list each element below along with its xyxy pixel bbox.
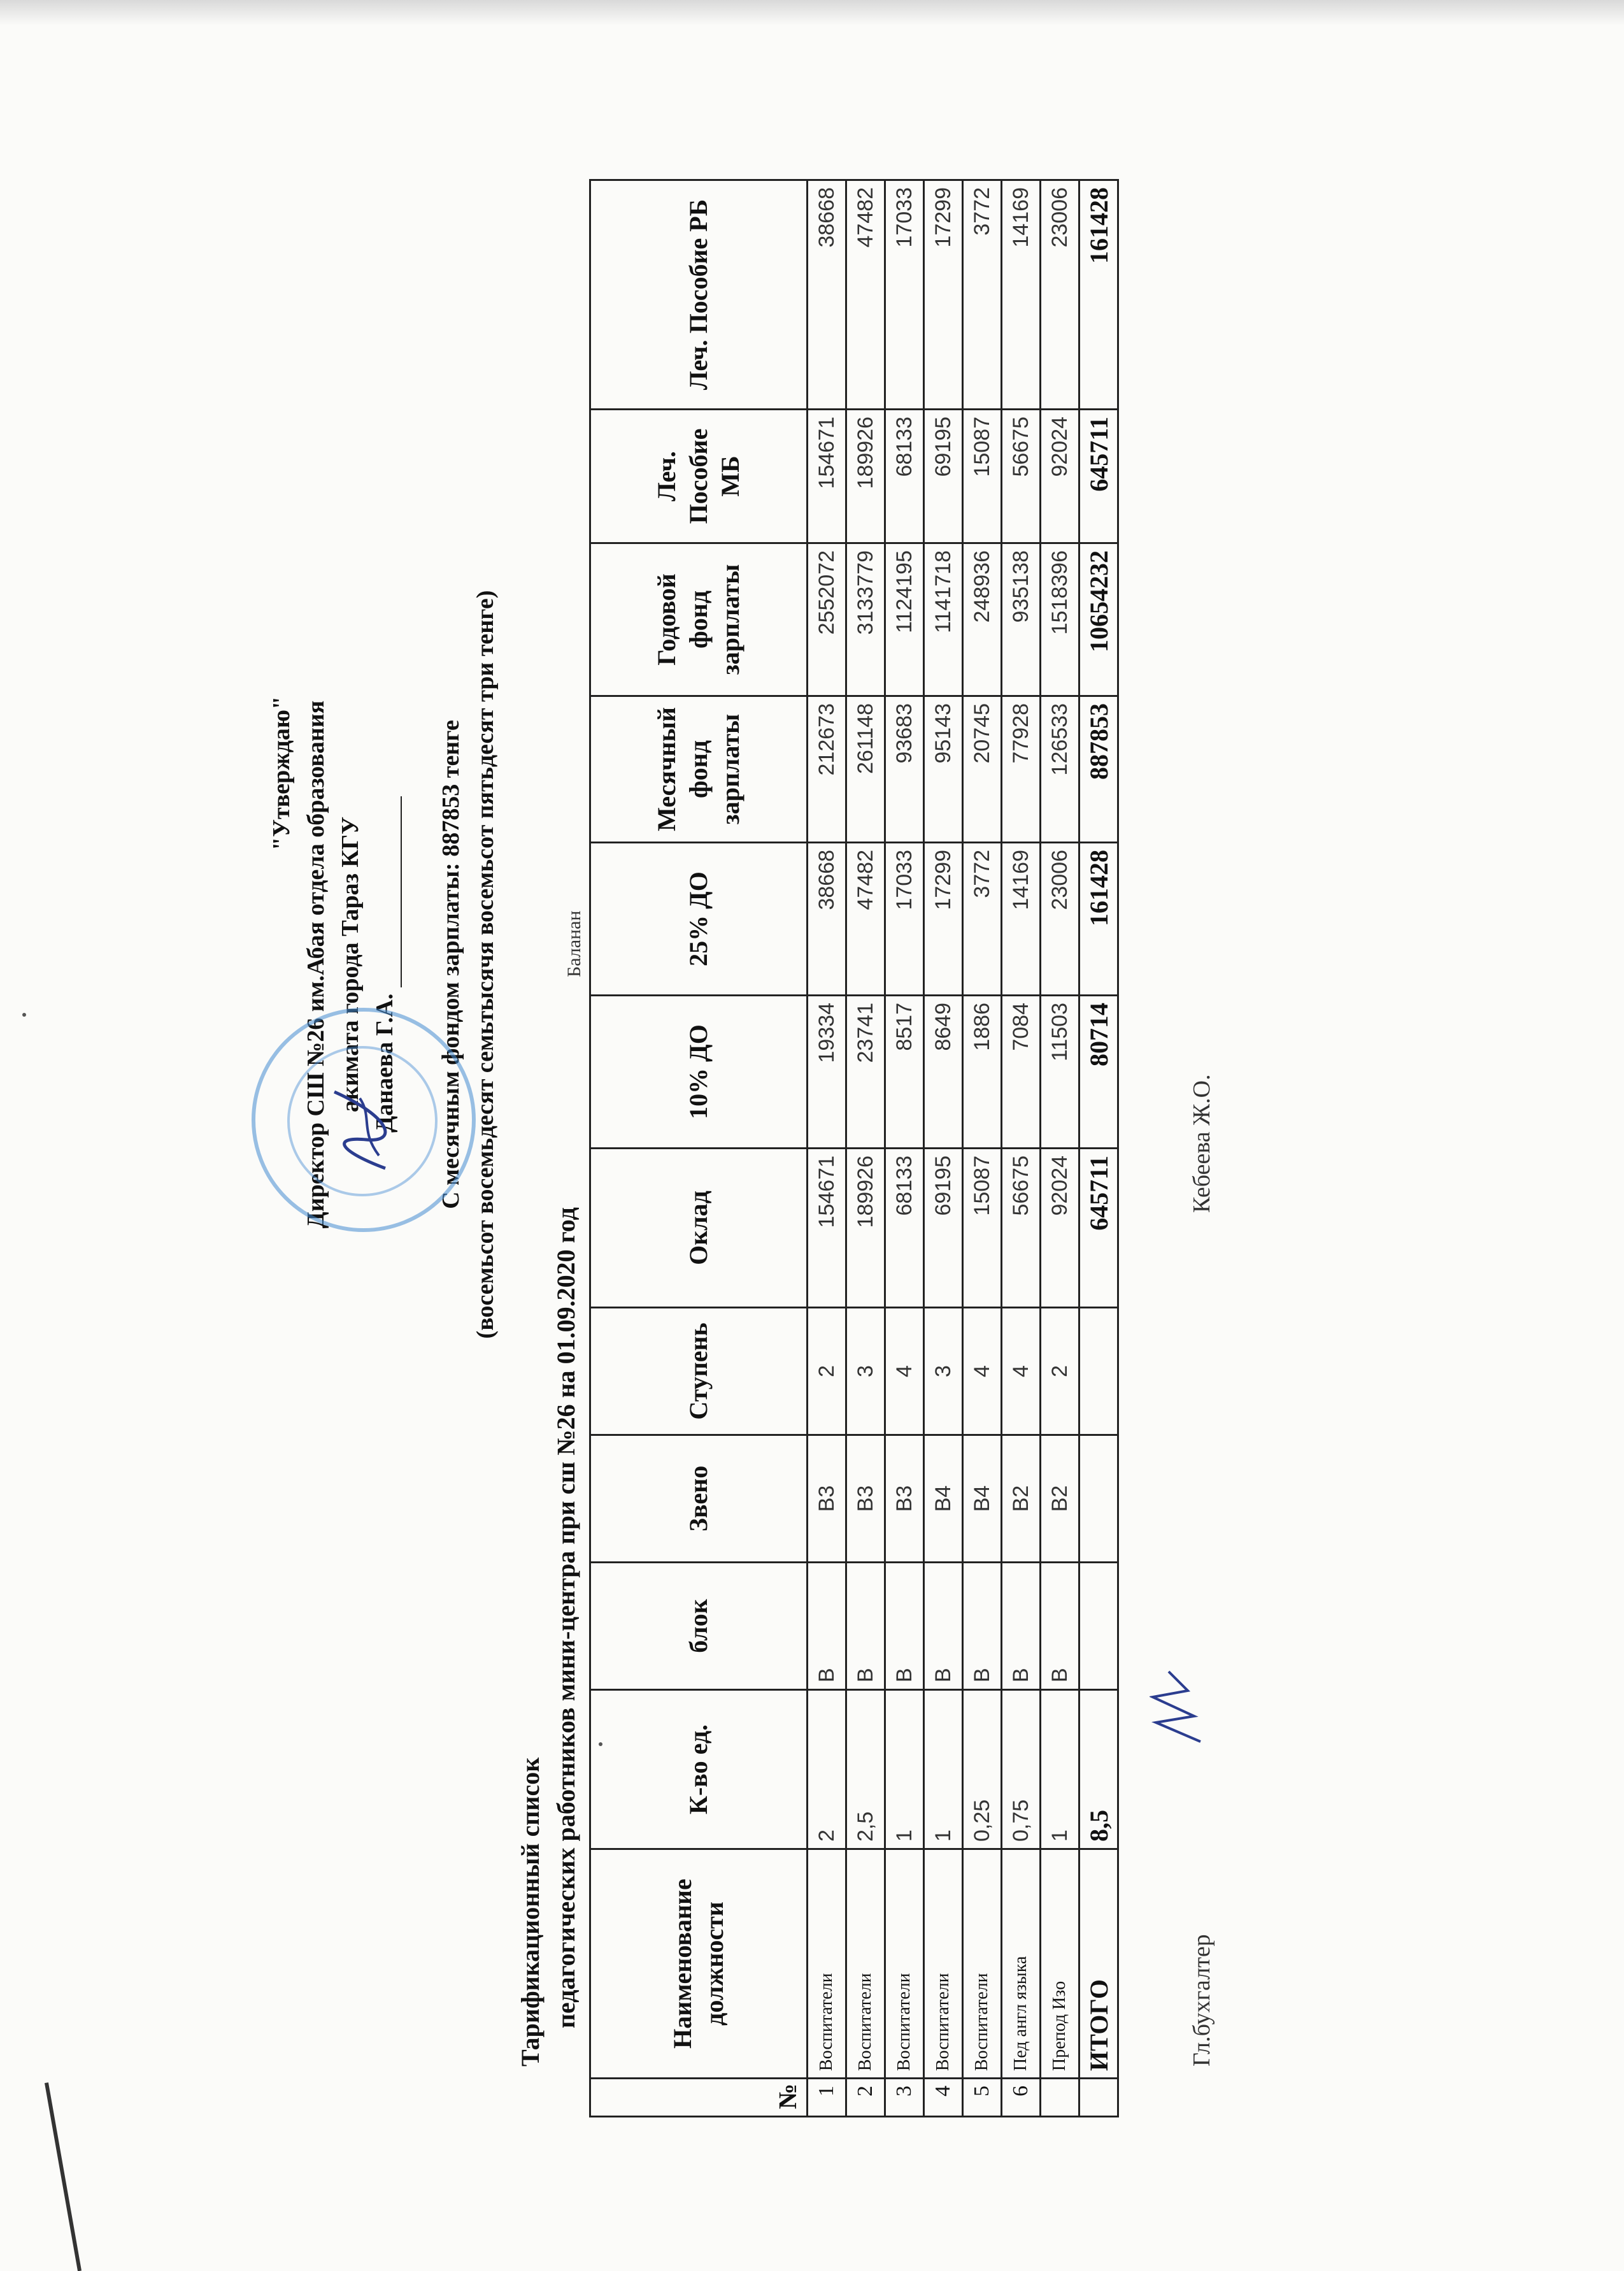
cell-med-mb: 15087 [963, 410, 1002, 543]
table-row [885, 180, 924, 2117]
cell-units: 2 [808, 1690, 846, 1849]
cell-bonus10: 11503 [1041, 996, 1079, 1149]
document-caption [513, 1207, 584, 2067]
approval-line-2: Директор СШ №26 им.Абая отдела образования [303, 700, 329, 1229]
cell-bonus10: 8649 [924, 996, 963, 1149]
cell-annual: 248936 [963, 543, 1002, 696]
cell-units: 1 [885, 1690, 924, 1849]
header-position: Наименование должности [590, 1849, 808, 2079]
margin-note: Баланан [564, 910, 585, 977]
signature-line [401, 796, 402, 987]
cell-link: В3 [885, 1435, 924, 1563]
table-row [963, 180, 1002, 2117]
cell-monthly: 212673 [808, 696, 846, 843]
cell-salary: 69195 [924, 1149, 963, 1308]
cell-bonus25: 14169 [1002, 843, 1041, 996]
cell-block: В [846, 1563, 885, 1690]
tariff-table [589, 179, 1119, 2117]
table-row [924, 180, 963, 2117]
cell-med-rb: 14169 [1002, 180, 1041, 410]
cell-med-mb: 56675 [1002, 410, 1041, 543]
cell-num: 5 [963, 2079, 1002, 2117]
total-monthly: 887853 [1079, 696, 1118, 843]
cell-med-rb: 3772 [963, 180, 1002, 410]
cell-step: 3 [846, 1308, 885, 1435]
rotated-document [245, 155, 1251, 2143]
cell-bonus25: 17299 [924, 843, 963, 996]
cell-monthly: 93683 [885, 696, 924, 843]
cell-block: В [808, 1563, 846, 1690]
cell-med-mb: 154671 [808, 410, 846, 543]
cell-salary: 56675 [1002, 1149, 1041, 1308]
cell-annual: 1124195 [885, 543, 924, 696]
cell-bonus10: 8517 [885, 996, 924, 1149]
cell-position: Пед англ языка [1002, 1849, 1041, 2079]
cell-units: 0,75 [1002, 1690, 1041, 1849]
total-units: 8,5 [1079, 1690, 1118, 1849]
header-med-rb: Леч. Пособие РБ [590, 180, 808, 410]
cell-step: 2 [1041, 1308, 1079, 1435]
total-med-rb: 161428 [1079, 180, 1118, 410]
header-link: Звено [590, 1435, 808, 1563]
cell-med-mb: 69195 [924, 410, 963, 543]
total-label: ИТОГО [1079, 1849, 1118, 2079]
header-monthly: Месячный фонд зарплаты [590, 696, 808, 843]
cell-monthly: 95143 [924, 696, 963, 843]
table-row [1041, 180, 1079, 2117]
approval-line-5: С месячным фондом зарплаты: 887853 тенге [438, 720, 464, 1209]
director-signature [322, 1085, 398, 1175]
cell-units: 1 [924, 1690, 963, 1849]
header-num: № [590, 2079, 808, 2117]
cell-link: В2 [1041, 1435, 1079, 1563]
cell-block: В [885, 1563, 924, 1690]
cell-step: 4 [885, 1308, 924, 1435]
cell-monthly: 261148 [846, 696, 885, 843]
cell-med-mb: 68133 [885, 410, 924, 543]
cell-med-rb: 17033 [885, 180, 924, 410]
cell-med-rb: 47482 [846, 180, 885, 410]
total-num [1079, 2079, 1118, 2117]
total-bonus25: 161428 [1079, 843, 1118, 996]
cell-annual: 1518396 [1041, 543, 1079, 696]
cell-step: 3 [924, 1308, 963, 1435]
accountant-role: Гл.бухгалтер [1188, 1934, 1215, 2067]
cell-monthly: 126533 [1041, 696, 1079, 843]
cell-med-rb: 17299 [924, 180, 963, 410]
cell-bonus10: 1886 [963, 996, 1002, 1149]
cell-position: Воспитатели [963, 1849, 1002, 2079]
cell-med-mb: 189926 [846, 410, 885, 543]
cell-link: В3 [846, 1435, 885, 1563]
table-total-row [1079, 180, 1118, 2117]
header-bonus10: 10% ДО [590, 996, 808, 1149]
accountant-name: Кебеева Ж.О. [1188, 1074, 1215, 1213]
approval-block [264, 423, 502, 1506]
cell-annual: 935138 [1002, 543, 1041, 696]
cell-salary: 189926 [846, 1149, 885, 1308]
cell-bonus25: 23006 [1041, 843, 1079, 996]
total-step [1079, 1308, 1118, 1435]
cell-num: 1 [808, 2079, 846, 2117]
cell-bonus10: 23741 [846, 996, 885, 1149]
cell-annual: 2552072 [808, 543, 846, 696]
header-step: Ступень [590, 1308, 808, 1435]
total-bonus10: 80714 [1079, 996, 1118, 1149]
table-header-row [590, 180, 808, 2117]
scan-artifact-line [45, 2082, 82, 2271]
cell-med-mb: 92024 [1041, 410, 1079, 543]
total-block [1079, 1563, 1118, 1690]
approval-line-6: (восемьсот восемьдесят семьтысячя восемьсот пятьдесят три тенге) [472, 590, 499, 1339]
cell-step: 4 [1002, 1308, 1041, 1435]
cell-num: 2 [846, 2079, 885, 2117]
cell-position: Воспитатели [846, 1849, 885, 2079]
cell-position: Воспитатели [924, 1849, 963, 2079]
cell-bonus25: 38668 [808, 843, 846, 996]
director-name: Данаева Г.А. [371, 993, 398, 1133]
total-annual: 10654232 [1079, 543, 1118, 696]
cell-num: 3 [885, 2079, 924, 2117]
header-units: К-во ед. [590, 1690, 808, 1849]
cell-position: Воспитатели [808, 1849, 846, 2079]
cell-num: 6 [1002, 2079, 1041, 2117]
cell-num [1041, 2079, 1079, 2117]
total-med-mb: 645711 [1079, 410, 1118, 543]
cell-block: В [1041, 1563, 1079, 1690]
cell-med-rb: 38668 [808, 180, 846, 410]
cell-units: 0,25 [963, 1690, 1002, 1849]
cell-bonus25: 3772 [963, 843, 1002, 996]
scan-edge [0, 0, 1624, 25]
table-row [1002, 180, 1041, 2117]
cell-step: 4 [963, 1308, 1002, 1435]
cell-bonus25: 17033 [885, 843, 924, 996]
cell-link: В2 [1002, 1435, 1041, 1563]
accountant-signature [1150, 1665, 1207, 1748]
cell-bonus10: 7084 [1002, 996, 1041, 1149]
cell-block: В [1002, 1563, 1041, 1690]
cell-link: В3 [808, 1435, 846, 1563]
document-subtitle: педагогических работников мини-центра при сш №26 на 01.09.2020 год [552, 1207, 580, 2028]
header-block: блок [590, 1563, 808, 1690]
document-title: Тарификационный список [516, 1757, 545, 2067]
cell-block: В [963, 1563, 1002, 1690]
cell-bonus10: 19334 [808, 996, 846, 1149]
header-bonus25: 25% ДО [590, 843, 808, 996]
header-salary: Оклад [590, 1149, 808, 1308]
header-med-mb: Леч. Пособие МБ [590, 410, 808, 543]
header-annual: Годовой фонд зарплаты [590, 543, 808, 696]
cell-position: Препод Изо [1041, 1849, 1079, 2079]
cell-step: 2 [808, 1308, 846, 1435]
cell-bonus25: 47482 [846, 843, 885, 996]
cell-monthly: 20745 [963, 696, 1002, 843]
cell-med-rb: 23006 [1041, 180, 1079, 410]
cell-link: В4 [924, 1435, 963, 1563]
cell-salary: 68133 [885, 1149, 924, 1308]
table-row [808, 180, 846, 2117]
cell-annual: 3133779 [846, 543, 885, 696]
cell-units: 2,5 [846, 1690, 885, 1849]
approval-line-4 [367, 423, 402, 1506]
total-salary: 645711 [1079, 1149, 1118, 1308]
scan-dot [22, 1013, 26, 1017]
cell-position: Воспитатели [885, 1849, 924, 2079]
cell-annual: 1141718 [924, 543, 963, 696]
footer [1188, 792, 1216, 2067]
cell-salary: 92024 [1041, 1149, 1079, 1308]
cell-link: В4 [963, 1435, 1002, 1563]
table-row [846, 180, 885, 2117]
cell-num: 4 [924, 2079, 963, 2117]
cell-salary: 15087 [963, 1149, 1002, 1308]
total-link [1079, 1435, 1118, 1563]
cell-salary: 154671 [808, 1149, 846, 1308]
cell-monthly: 77928 [1002, 696, 1041, 843]
approval-line-3: акимата города Тараз КГУ [337, 816, 364, 1113]
approval-line-1: "Утверждаю" [268, 696, 295, 851]
cell-block: В [924, 1563, 963, 1690]
cell-units: 1 [1041, 1690, 1079, 1849]
